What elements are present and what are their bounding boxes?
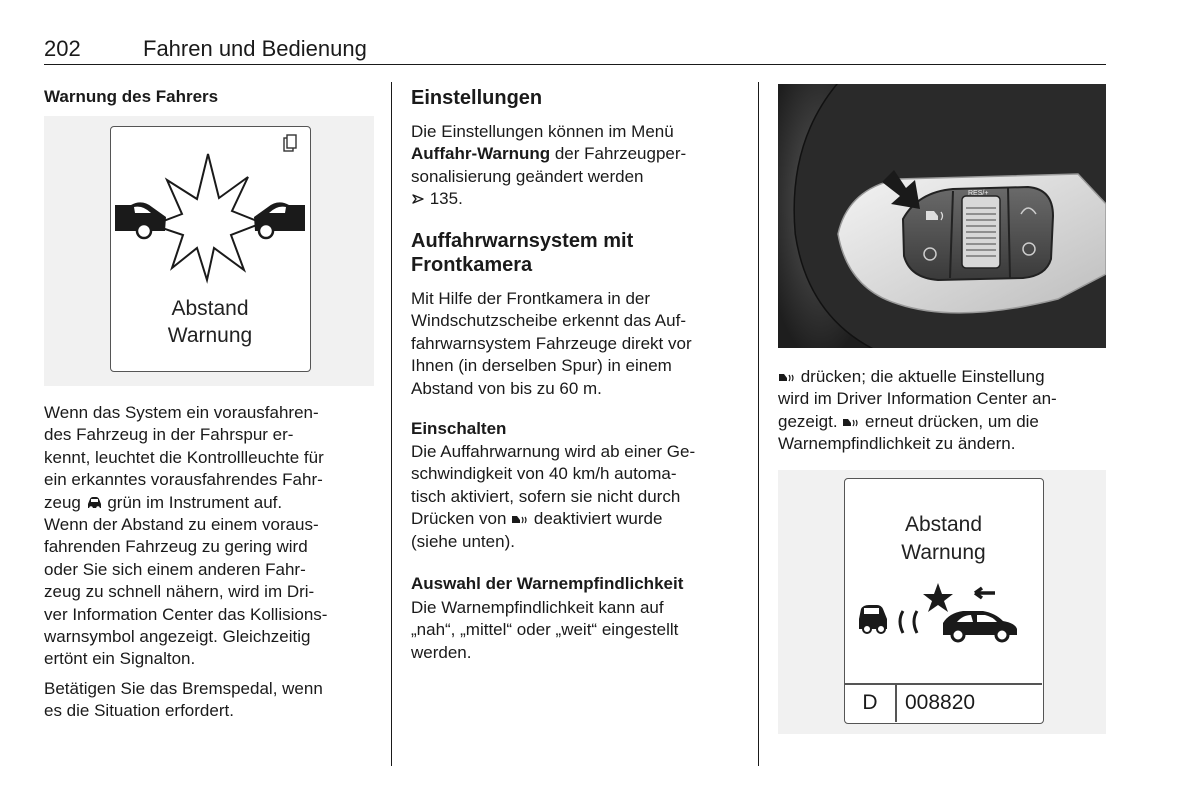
text-line: tisch aktiviert, sofern sie nicht durch bbox=[411, 486, 681, 506]
cross-reference[interactable]: 135. bbox=[411, 188, 751, 210]
text-line: Warnempfindlichkeit zu ändern. bbox=[778, 434, 1016, 454]
steering-wheel-icon bbox=[778, 84, 1106, 348]
section-heading: Auffahrwarnsystem mit Frontkamera bbox=[411, 230, 634, 276]
paragraph bbox=[44, 678, 384, 723]
approach-arrow-icon bbox=[975, 588, 995, 598]
following-distance-icon bbox=[778, 370, 796, 384]
display-text-line: Warnung bbox=[167, 324, 253, 347]
car-icon bbox=[86, 496, 103, 510]
page-number: 202 bbox=[44, 36, 81, 61]
car-icon bbox=[859, 605, 887, 633]
display-text-line: Warnung bbox=[901, 541, 986, 564]
text-line: Wenn der Abstand zu einem voraus- bbox=[44, 515, 319, 535]
display-panel bbox=[110, 126, 311, 372]
text-line: Windschutzscheibe erkennt das Auf- bbox=[411, 311, 686, 331]
text-line: (siehe unten). bbox=[411, 531, 515, 551]
text-line: warnsymbol angezeigt. Gleichzeitig bbox=[44, 627, 311, 647]
figure-steering-wheel bbox=[778, 84, 1106, 348]
text-line: ver Information Center das Kollisions- bbox=[44, 604, 328, 624]
car-icon bbox=[943, 611, 1017, 641]
text-line: Ihnen (in derselben Spur) in einem bbox=[411, 356, 672, 376]
section-heading: Warnung des Fahrers bbox=[44, 87, 219, 106]
paragraph bbox=[411, 288, 751, 400]
odometer-value: 008820 bbox=[905, 691, 976, 714]
text-line: ein erkanntes vorausfahrendes Fahr- bbox=[44, 470, 323, 490]
text-line: Mit Hilfe der Frontkamera in der bbox=[411, 289, 651, 308]
display-text-line: Abstand bbox=[171, 297, 249, 320]
paragraph bbox=[411, 121, 751, 211]
text-line: zeug zu schnell nähern, wird im Dri- bbox=[44, 582, 315, 602]
text-line: Die Warnempfindlichkeit kann auf bbox=[411, 598, 664, 617]
subsection-heading: Einschalten bbox=[411, 419, 507, 438]
text-line: fahrwarnsystem Fahrzeuge direkt vor bbox=[411, 333, 692, 353]
display-text-line: Abstand bbox=[904, 513, 983, 536]
text-line: wird im Driver Information Center an- bbox=[778, 389, 1057, 409]
display-panel bbox=[844, 478, 1044, 724]
column-divider bbox=[758, 82, 759, 766]
text-line: fahrenden Fahrzeug zu gering wird bbox=[44, 537, 308, 557]
car-icon bbox=[254, 202, 305, 238]
wheel-button-label: RES/+ bbox=[968, 190, 989, 197]
text-line: des Fahrzeug in der Fahrspur er- bbox=[44, 425, 294, 445]
figure-distance-warning bbox=[778, 470, 1106, 734]
subsection-heading: Auswahl der Warnempfindlichkeit bbox=[411, 574, 684, 593]
paragraph bbox=[44, 402, 384, 671]
following-distance-icon bbox=[842, 415, 860, 429]
text-line: Drücken von deaktiviert wurde bbox=[411, 509, 663, 529]
text-line: Betätigen Sie das Bremspedal, wenn bbox=[44, 679, 323, 698]
text-line: zeug grün im Instrument auf. bbox=[44, 492, 283, 512]
link-arrow-icon bbox=[411, 192, 425, 206]
gear-indicator: D bbox=[862, 691, 878, 714]
section-heading: Einstellungen bbox=[411, 87, 543, 109]
display-divider bbox=[895, 683, 897, 722]
page-title: Fahren und Bedienung bbox=[143, 36, 367, 61]
document-icon bbox=[284, 135, 296, 151]
text-line: sonalisierung geändert werden bbox=[411, 166, 644, 186]
text-line: schwindigkeit von 40 km/h automa- bbox=[411, 464, 677, 484]
text-line: ertönt ein Signalton. bbox=[44, 649, 196, 669]
text-line: Die Auffahrwarnung wird ab einer Ge- bbox=[411, 442, 696, 461]
warning-star-icon bbox=[923, 583, 953, 612]
following-distance-graphic bbox=[845, 577, 1042, 657]
column-divider bbox=[391, 82, 392, 766]
paragraph bbox=[778, 366, 1106, 456]
paragraph bbox=[411, 597, 751, 664]
text-line: „nah“, „mittel“ oder „weit“ eingestellt bbox=[411, 620, 679, 640]
car-icon bbox=[115, 202, 166, 238]
figure-collision-warning bbox=[44, 116, 374, 386]
header-rule bbox=[44, 64, 1106, 65]
text-line: kennt, leuchtet die Kontrollleuchte für bbox=[44, 447, 324, 467]
text-line: drücken; die aktuelle Einstellung bbox=[778, 366, 1106, 388]
text-line: Abstand von bis zu 60 m. bbox=[411, 378, 602, 398]
following-distance-icon bbox=[511, 512, 529, 526]
text-line: werden. bbox=[411, 642, 472, 662]
text-line: Auffahr-Warnung der Fahrzeugper- bbox=[411, 144, 687, 164]
text-line: oder Sie sich einem anderen Fahr- bbox=[44, 559, 306, 579]
text-line: Wenn das System ein vorausfahren- bbox=[44, 403, 319, 422]
text-line: es die Situation erfordert. bbox=[44, 701, 234, 721]
text-line: Die Einstellungen können im Menü bbox=[411, 122, 674, 141]
explosion-star-icon bbox=[153, 154, 262, 280]
paragraph bbox=[411, 441, 751, 553]
display-divider bbox=[845, 683, 1042, 685]
text-line: gezeigt. erneut drücken, um die bbox=[778, 411, 1039, 431]
